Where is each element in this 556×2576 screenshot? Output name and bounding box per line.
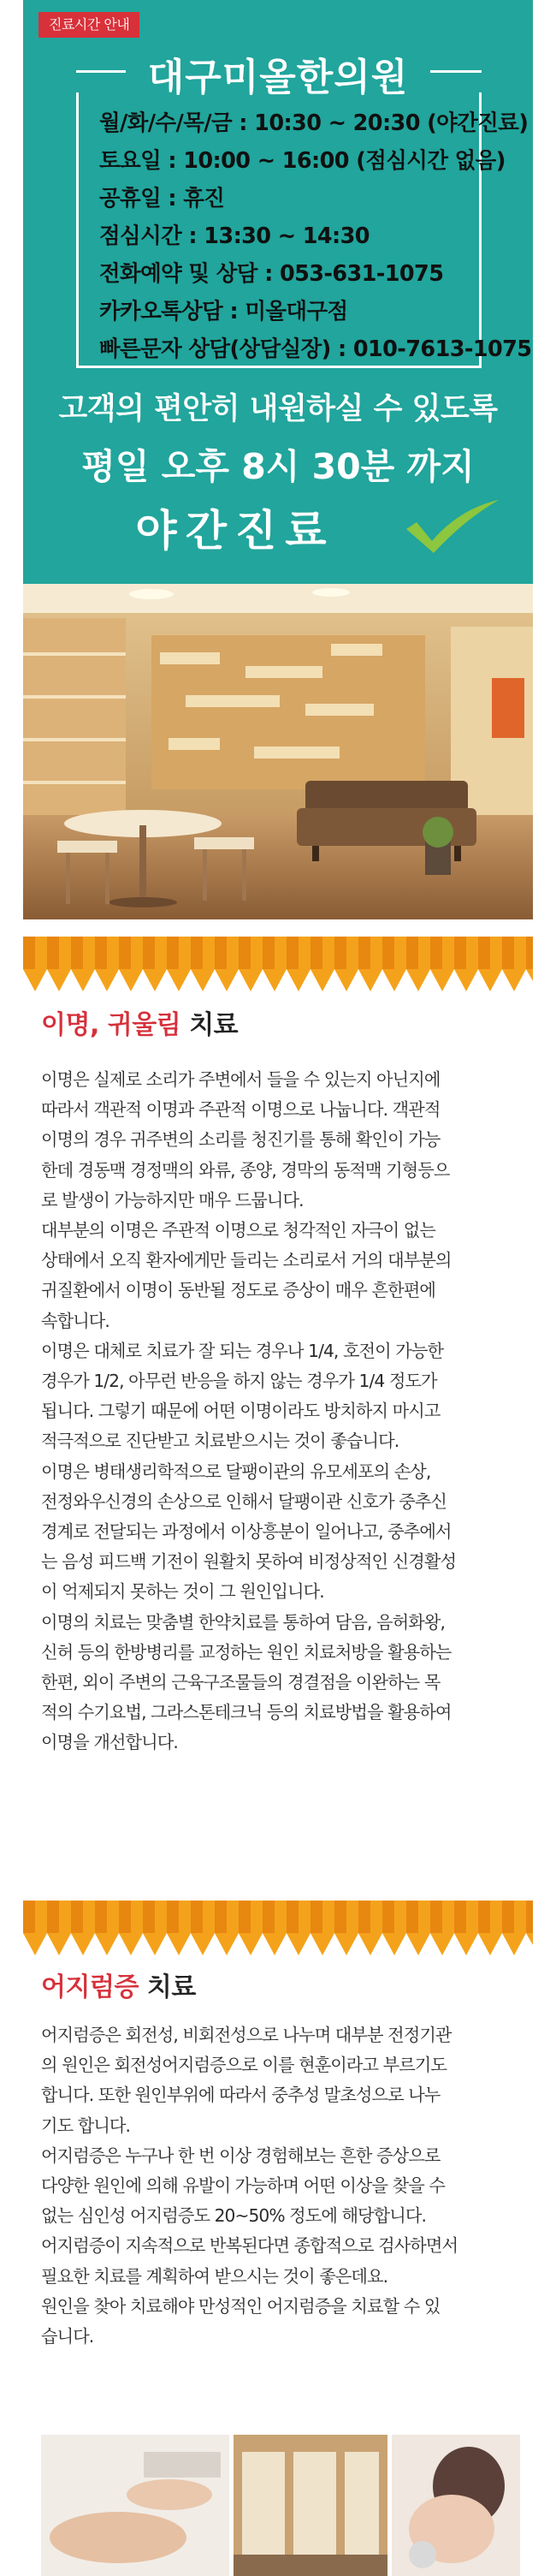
zigzag-divider-1 <box>23 937 533 991</box>
dizziness-section-title <box>41 1966 196 2003</box>
hours-info-box <box>76 92 532 368</box>
body-line: 없는 심인성 어지럼증도 20~50% 정도에 해당합니다. <box>41 2205 426 2227</box>
dizziness-title-highlight: 어지럼증 <box>41 1972 139 2002</box>
hours-info-list <box>99 104 531 368</box>
tinnitus-body <box>41 1065 525 1758</box>
body-line: 한편, 외이 주변의 근육구조물들의 경결점을 이완하는 목 <box>41 1672 441 1693</box>
body-line: 따라서 객관적 이명과 주관적 이명으로 나눕니다. 객관적 <box>41 1099 441 1121</box>
hours-lunch: 점심시간 : 13:30 ~ 14:30 <box>99 223 370 249</box>
body-line: 이명을 개선합니다. <box>41 1732 178 1753</box>
body-line: 원인을 찾아 치료해야 만성적인 어지럼증을 치료할 수 있 <box>41 2295 441 2317</box>
body-line: 이명은 병태생리학적으로 달팽이관의 유모세포의 손상, <box>41 1461 431 1482</box>
zigzag-divider-2 <box>23 1901 533 1955</box>
treatment-photos <box>41 2435 520 2576</box>
body-line: 대부분의 이명은 주관적 이명으로 청각적인 자극이 없는 <box>41 1220 435 1241</box>
hours-tag: 진료시간 안내 <box>38 12 139 38</box>
body-line: 이명은 실제로 소리가 주변에서 들을 수 있는지 아닌지에 <box>41 1069 441 1090</box>
body-line: 적의 수기요법, 그라스톤테크닉 등의 치료방법을 활용하여 <box>41 1702 452 1723</box>
body-line: 로 발생이 가능하지만 매우 드뭅니다. <box>41 1189 304 1211</box>
dizziness-title-rest: 치료 <box>138 1972 196 2002</box>
body-line: 필요한 치료를 계획하여 받으시는 것이 좋은데요. <box>41 2265 388 2287</box>
body-line: 귀질환에서 이명이 동반될 정도로 증상이 매우 흔한편에 <box>41 1280 435 1301</box>
night-clinic-label: 야간진료 <box>135 506 335 556</box>
body-line: 어지럼증이 지속적으로 반복된다면 종합적으로 검사하면서 <box>41 2235 458 2257</box>
clinic-name: 대구미올한의원 <box>147 56 409 99</box>
clinic-lobby-photo <box>23 584 533 919</box>
hours-weekday: 월/화/수/목/금 : 10:30 ~ 20:30 (야간진료) <box>99 110 529 136</box>
body-line: 전정와우신경의 손상으로 인해서 달팽이관 신호가 중추신 <box>41 1490 447 1512</box>
body-line: 다양한 원인에 의해 유발이 가능하며 어떤 이상을 찾을 수 <box>41 2175 445 2197</box>
promo-line-2: 평일 오후 8시 30분 까지 <box>81 446 475 487</box>
body-line: 어지럼증은 회전성, 비회전성으로 나누며 대부분 전정기관 <box>41 2025 452 2045</box>
title-divider-right <box>430 70 482 73</box>
body-line: 의 원인은 회전성어지럼증으로 이를 현훈이라고 부르기도 <box>41 2055 447 2076</box>
tinnitus-title-rest: 치료 <box>180 1010 239 1040</box>
kakaotalk-consult: 카카오톡상담 : 미올대구점 <box>99 299 348 324</box>
body-line: 속합니다. <box>41 1310 109 1331</box>
body-line: 이 억제되지 못하는 것이 그 원인입니다. <box>41 1581 324 1603</box>
body-line: 이명은 대체로 치료가 잘 되는 경우나 1/4, 호전이 가능한 <box>41 1340 444 1361</box>
body-line: 적극적으로 진단받고 치료받으시는 것이 좋습니다. <box>41 1431 399 1452</box>
body-line: 이명의 치료는 맞춤별 한약치료를 통하여 담음, 음허화왕, <box>41 1611 445 1633</box>
dizziness-body <box>41 2020 525 2352</box>
phone-reservation: 전화예약 및 상담 : 053-631-1075 <box>99 261 444 287</box>
body-line: 합니다. 또한 원인부위에 따라서 중추성 말초성으로 나누 <box>41 2085 441 2106</box>
body-line: 습니다. <box>41 2326 94 2347</box>
body-line: 기도 합니다. <box>41 2115 131 2136</box>
check-mark-icon <box>399 497 502 556</box>
hours-saturday: 토요일 : 10:00 ~ 16:00 (점심시간 없음) <box>99 148 506 174</box>
promo-line-1: 고객의 편안히 내원하실 수 있도록 <box>58 392 498 426</box>
tinnitus-title-highlight: 이명, 귀울림 <box>41 1010 181 1040</box>
body-line: 경우가 1/2, 아무런 반응을 하지 않는 경우가 1/4 정도가 <box>41 1371 437 1392</box>
clinic-hours-banner <box>23 0 533 584</box>
body-line: 이명의 경우 귀주변의 소리를 청진기를 통해 확인이 가능 <box>41 1129 441 1151</box>
body-line: 한데 경동맥 경정맥의 와류, 종양, 경막의 동적맥 기형등으 <box>41 1159 450 1181</box>
body-line: 경계로 전달되는 과정에서 이상흥분이 일어나고, 중추에서 <box>41 1521 452 1543</box>
hours-holiday: 공휴일 : 휴진 <box>99 186 225 211</box>
body-line: 신허 등의 한방병리를 교정하는 원인 치료처방을 활용하는 <box>41 1641 452 1663</box>
body-line: 상태에서 오직 환자에게만 들리는 소리로서 거의 대부분의 <box>41 1250 452 1271</box>
body-line: 는 음성 피드백 기전이 원활치 못하여 비정상적인 신경활성 <box>41 1551 457 1573</box>
tinnitus-section-title <box>41 1003 238 1041</box>
body-line: 어지럼증은 누구나 한 번 이상 경험해보는 흔한 증상으로 <box>41 2145 441 2166</box>
body-line: 됩니다. 그렇기 때문에 어떤 이명이라도 방치하지 마시고 <box>41 1401 441 1422</box>
sms-consult: 빠른문자 상담(상담실장) : 010-7613-1075 <box>99 336 532 362</box>
